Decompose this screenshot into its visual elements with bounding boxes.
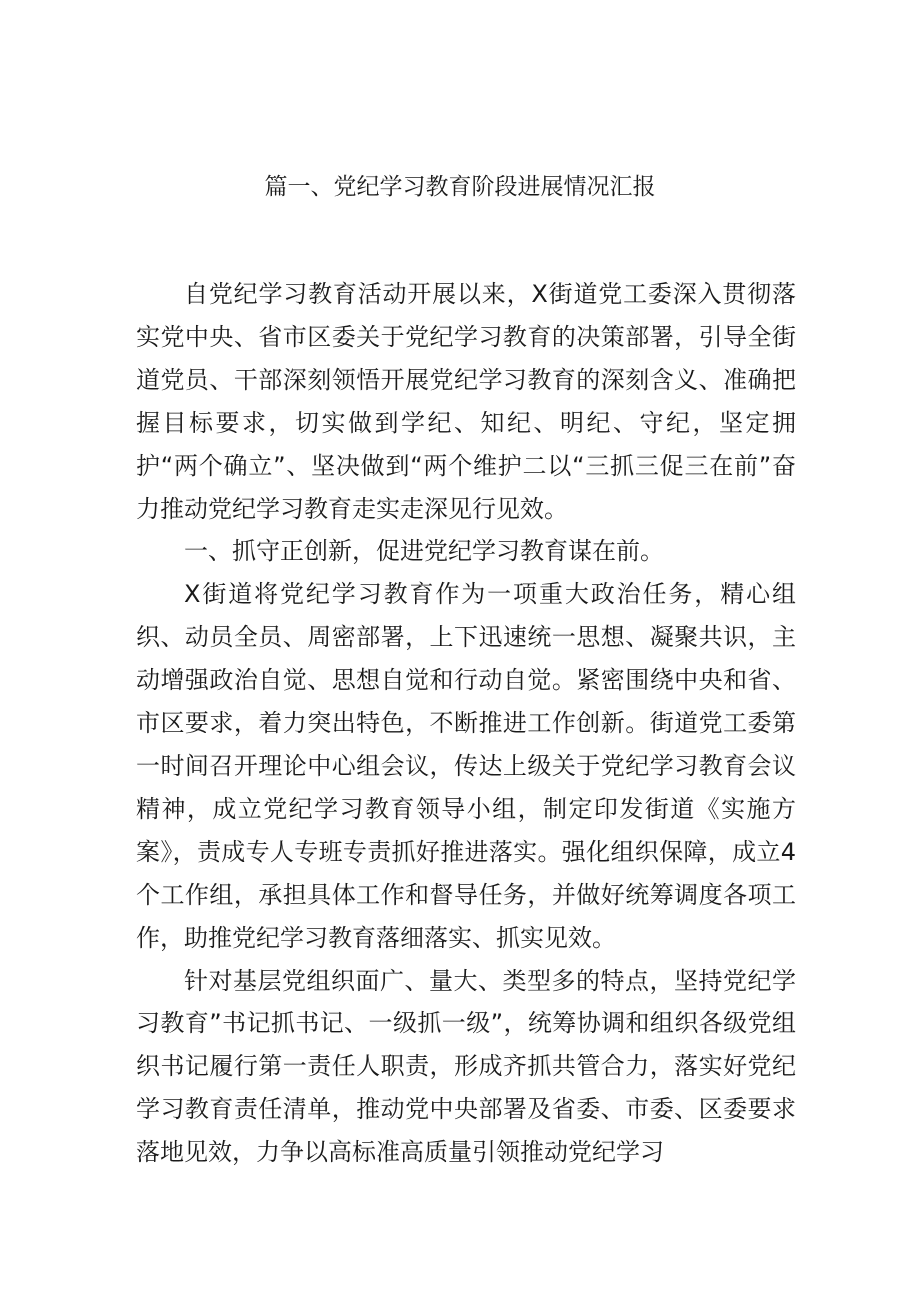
document-body (136, 273, 796, 1174)
section-heading-1: 一、抓守正创新，促进党纪学习教育谋在前。 (184, 537, 664, 566)
document-title: 篇一、党纪学习教育阶段进展情况汇报 (264, 174, 656, 200)
paragraph-section-1-cont: 针对基层党组织面广、量大、类型多的特点，坚持党纪学习教育”书记抓书记、一级抓一级”，统筹协调和组织各级党组织书记履行第一责任人职责，形成齐抓共管合力，落实好党纪学习教育责任清单，推动党中央部署及省委、市委、区委要求落地见效，力争以高标准高质量引领推动党纪学习 (136, 966, 796, 1167)
paragraph-intro: 自党纪学习教育活动开展以来，X街道党工委深入贯彻落实党中央、省市区委关于党纪学习教育的决策部署，引导全街道党员、干部深刻领悟开展党纪学习教育的深刻含义、准确把握目标要求，切实做到学纪、知纪、明纪、守纪，坚定拥护“两个确立”、坚决做到“两个维护二以“三抓三促三在前”奋力推动党纪学习教育走实走深见行见效。 (136, 280, 796, 523)
paragraph-section-1: X街道将党纪学习教育作为一项重大政治任务，精心组织、动员全员、周密部署，上下迅速统一思想、凝聚共识，主动增强政治自觉、思想自觉和行动自觉。紧密围绕中央和省、市区要求，着力突出特色，不断推进工作创新。街道党工委第一时间召开理论中心组会议，传达上级关于党纪学习教育会议精神，成立党纪学习教育领导小组，制定印发街道《实施方案》，责成专人专班专责抓好推进落实。强化组织保障，成立4个工作组，承担具体工作和督导任务，并做好统筹调度各项工作，助推党纪学习教育落细落实、抓实见效。 (136, 580, 796, 952)
